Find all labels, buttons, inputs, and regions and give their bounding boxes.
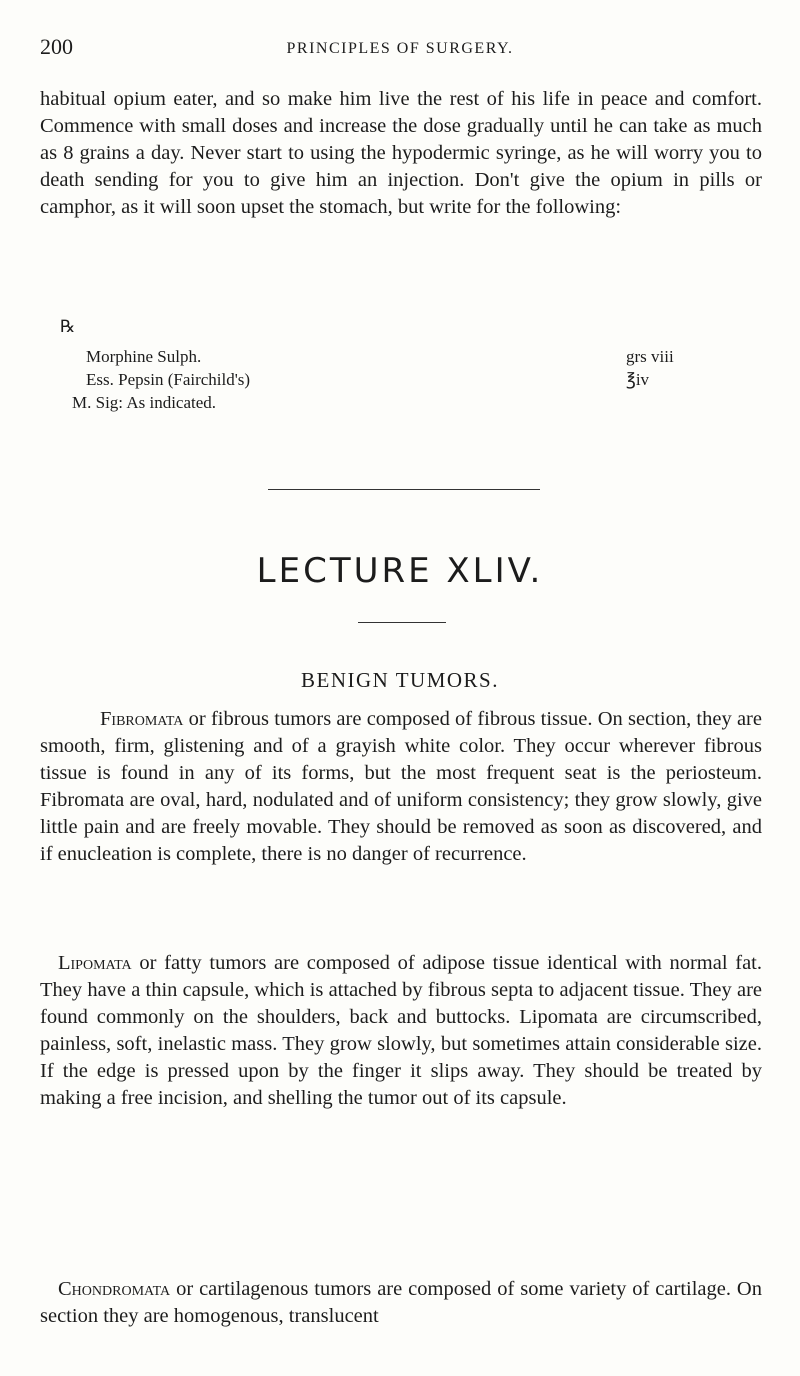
lecture-title: LECTURE XLIV.: [256, 551, 544, 591]
prescription-item-name: Ess. Pepsin (Fairchild's): [86, 370, 251, 389]
intro-paragraph: habitual opium eater, and so make him live the rest of his life in peace and comfort. Commence with small doses and increase the dose gradually until he can take as much as 8 grains a day. Never start to using the hypodermic syringe, as he will worry you to death sending for you to give him an injection. Don't give the opium in pills or camphor, as it will soon upset the stomach, but write for the following:: [40, 88, 762, 218]
prescription-item-quantity: ℥iv: [626, 370, 650, 389]
title-divider: [358, 622, 446, 623]
term-chondromata: Chondromata: [58, 1278, 171, 1300]
prescription-signa: M. Sig: As indicated.: [72, 393, 217, 412]
prescription-item-quantity: grs viii: [626, 347, 674, 366]
section-title: BENIGN TUMORS.: [301, 668, 499, 692]
paragraph-fibromata: [40, 706, 762, 868]
section-divider: [268, 489, 540, 490]
paragraph-text: or cartilagenous tumors are composed of some variety of cartilage. On section they are homogenous, translucent: [40, 1278, 762, 1327]
term-lipomata: Lipomata: [58, 952, 132, 974]
paragraph-text: or fatty tumors are composed of adipose tissue identical with normal fat. They have a thin capsule, which is attached by fibrous septa to adjacent tissue. They are found commonly on the shoulders, back and buttocks. Lipomata are circumscribed, painless, soft, inelastic mass. They grow slowly, but sometimes attain considerable size. If the edge is pressed upon by the finger it slips away. They should be treated by making a free incision, and shelling the tumor out of its capsule.: [40, 952, 762, 1109]
running-title: PRINCIPLES OF SURGERY.: [286, 40, 514, 57]
paragraph-chondromata: [40, 1276, 762, 1330]
page-number: 200: [40, 34, 73, 59]
prescription-item-name: Morphine Sulph.: [86, 347, 202, 366]
page-header: [40, 34, 760, 62]
paragraph-lipomata: [40, 950, 762, 1112]
term-fibromata: Fibromata: [100, 708, 184, 730]
paragraph-text: or fibrous tumors are composed of fibrous tissue. On section, they are smooth, firm, glistening and of a grayish white color. They occur wherever fibrous tissue is found in any of its forms, but the most frequent seat is the periosteum. Fibromata are oval, hard, nodulated and of uniform consistency; they grow slowly, give little pain and are freely movable. They should be removed as soon as discovered, and if enucleation is complete, there is no danger of recurrence.: [40, 708, 762, 865]
recipe-symbol: ℞: [60, 317, 76, 336]
